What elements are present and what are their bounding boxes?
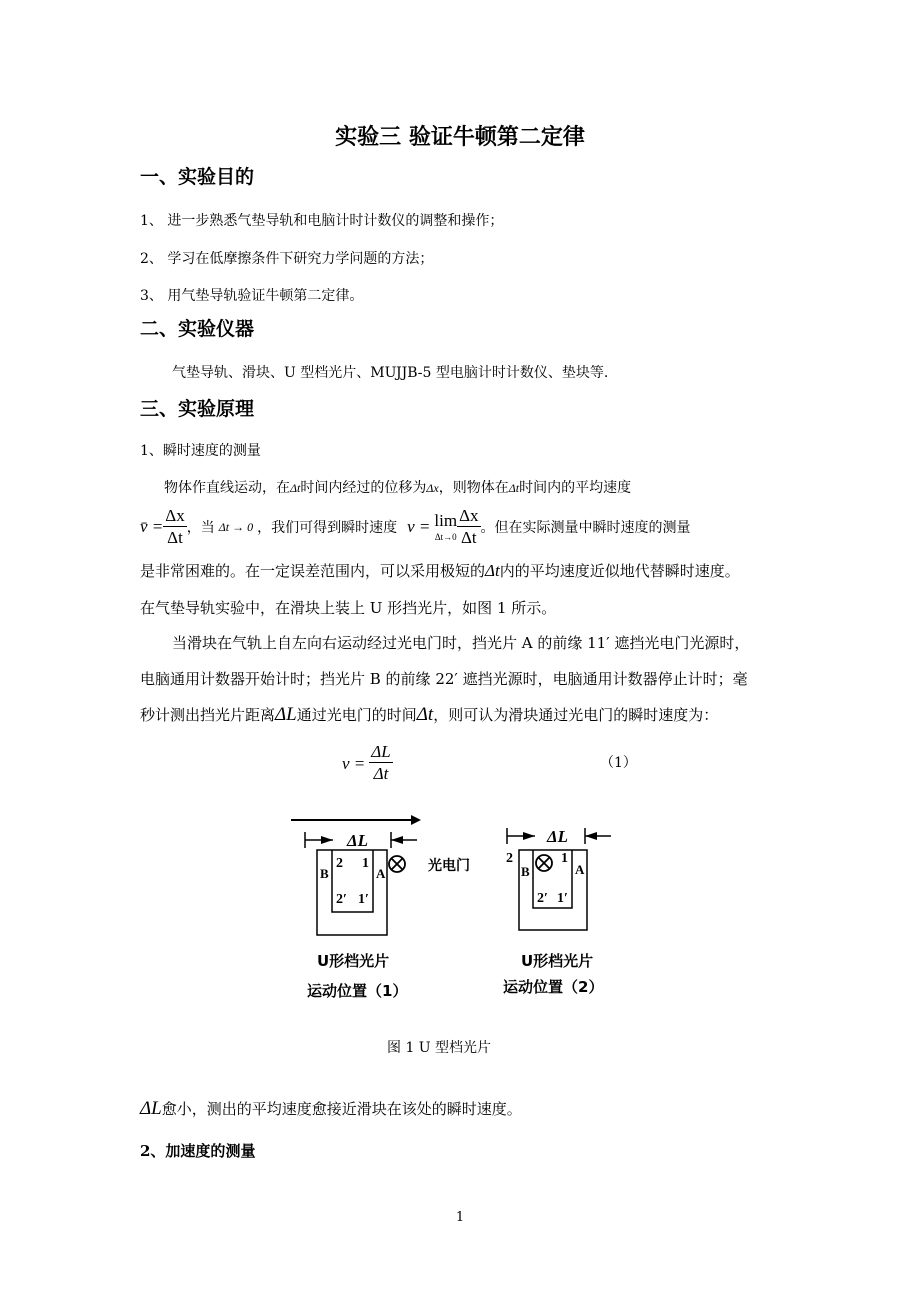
subheading-instant-velocity: 1、瞬时速度的测量 <box>140 443 261 459</box>
right-mark-b: B <box>521 864 530 879</box>
left-mark-2: 2 <box>336 856 343 871</box>
right-mark-a: A <box>575 862 585 877</box>
purpose-item-1: 1、 进一步熟悉气垫导轨和电脑计时计数仪的调整和操作； <box>140 213 504 229</box>
instant-velocity-fraction: $\frac{\Delta x}{\Delta t}$ <box>459 505 479 547</box>
section-heading-principle: 三、实验原理 <box>140 398 255 420</box>
equation-1-tag: （1） <box>600 755 637 771</box>
figure-caption: 图 1 U 型档光片 <box>387 1040 492 1056</box>
left-mark-2p: 2′ <box>336 892 347 907</box>
page-title: 实验三 验证牛顿第二定律 <box>335 125 585 150</box>
limit-operator: lim Δt→0 <box>434 510 458 542</box>
left-mark-1: 1 <box>362 856 369 871</box>
after-figure-text: ΔL愈小，测出的平均速度愈接近滑块在该处的瞬时速度。 <box>140 1098 522 1119</box>
left-caption-2: 运动位置（1） <box>307 982 408 1000</box>
motion-arrow-icon <box>291 815 421 825</box>
right-mark-1p: 1′ <box>557 891 568 906</box>
left-caption-1: U形档光片 <box>317 952 390 970</box>
right-caption-2: 运动位置（2） <box>503 978 604 996</box>
subheading-acceleration: 2、加速度的测量 <box>140 1142 256 1160</box>
velocity-equation-line: v̄ = $\frac{\Delta x}{\Delta t}$ ，当 Δt → 0 ，我们可得到瞬时速度 v = lim Δt→0 $\frac{\Delta x}{\Delta t}$ 。但在实际测量中瞬时速度的测量 <box>140 505 691 547</box>
right-mark-2: 2 <box>506 851 513 866</box>
equation-1: v = $\frac{\Delta L}{\Delta t}$ <box>342 742 391 783</box>
principle-paragraph-1: 物体作直线运动，在Δt时间内经过的位移为Δx，则物体在Δt时间内的平均速度 <box>164 480 632 496</box>
left-mark-1p: 1′ <box>358 892 369 907</box>
principle-paragraph-5: 电脑通用计数器开始计时；挡光片 B 的前缘 22′ 遮挡光源时，电脑通用计数器停止计时；毫 <box>140 670 748 688</box>
purpose-item-3: 3、 用气垫导轨验证牛顿第二定律。 <box>140 288 364 304</box>
left-mark-a: A <box>376 866 386 881</box>
equation-1-fraction: $\frac{\Delta L}{\Delta t}$ <box>371 742 391 783</box>
right-mark-2p: 2′ <box>537 891 548 906</box>
photogate-right-icon <box>536 855 552 871</box>
right-delta-l-label: ΔL <box>547 827 569 846</box>
section-heading-purpose: 一、实验目的 <box>140 166 255 188</box>
avg-velocity-fraction: $\frac{\Delta x}{\Delta t}$ <box>165 505 185 547</box>
principle-paragraph-6: 秒计测出挡光片距离ΔL通过光电门的时间Δt，则可认为滑块通过光电门的瞬时速度为： <box>140 704 719 725</box>
instruments-text: 气垫导轨、滑块、U 型档光片、MUJJB-5 型电脑计时计数仪、垫块等. <box>172 365 609 381</box>
right-mark-1: 1 <box>561 851 568 866</box>
principle-paragraph-4: 当滑块在气轨上自左向右运动经过光电门时，挡光片 A 的前缘 11′ 遮挡光电门光源时， <box>172 634 750 652</box>
left-mark-b: B <box>320 866 329 881</box>
photogate-label: 光电门 <box>428 858 470 874</box>
right-caption-1: U形档光片 <box>521 952 594 970</box>
left-u-shutter <box>317 850 387 935</box>
principle-paragraph-2: 是非常困难的。在一定误差范围内，可以采用极短的Δt内的平均速度近似地代替瞬时速度。 <box>140 561 740 580</box>
figure-u-shutter <box>285 810 635 1010</box>
photogate-left-icon <box>389 856 405 872</box>
left-delta-l-label: ΔL <box>347 831 369 850</box>
purpose-item-2: 2、 学习在低摩擦条件下研究力学问题的方法； <box>140 251 434 267</box>
principle-paragraph-3: 在气垫导轨实验中，在滑块上装上 U 形挡光片，如图 1 所示。 <box>140 599 557 617</box>
section-heading-instruments: 二、实验仪器 <box>140 318 255 340</box>
page-number: 1 <box>455 1210 465 1225</box>
